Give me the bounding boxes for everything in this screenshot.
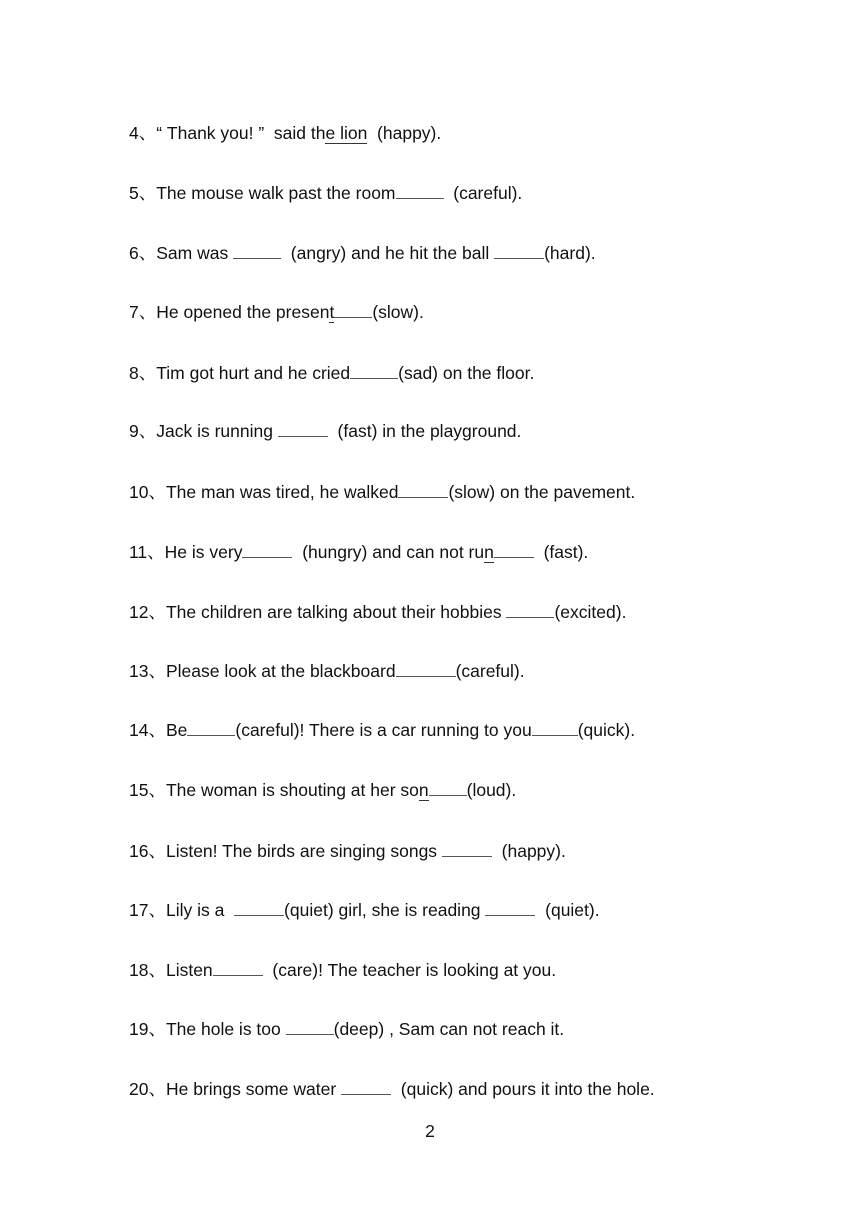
question-text: (slow). bbox=[372, 302, 424, 322]
underlined-letter: n bbox=[484, 542, 494, 562]
question-text: (careful). bbox=[455, 661, 525, 681]
question-text: “ Thank you! ” said th bbox=[156, 123, 326, 143]
question-text: (quick) and pours it into the hole. bbox=[391, 1079, 655, 1099]
question-text: The hole is too bbox=[165, 1019, 286, 1039]
question-text: Listen bbox=[165, 960, 213, 980]
question-number: 7、 bbox=[129, 302, 157, 322]
question-19 bbox=[129, 1017, 564, 1041]
question-6 bbox=[129, 241, 596, 265]
answer-blank[interactable] bbox=[278, 420, 328, 437]
question-text: (excited). bbox=[554, 602, 627, 622]
page-number: 2 bbox=[425, 1121, 435, 1141]
question-text: The man was tired, he walked bbox=[165, 482, 399, 502]
answer-blank[interactable] bbox=[187, 719, 235, 736]
question-text: (quiet). bbox=[535, 900, 600, 920]
question-11 bbox=[129, 540, 588, 564]
answer-blank[interactable] bbox=[286, 1018, 334, 1035]
answer-blank[interactable] bbox=[233, 242, 281, 259]
question-text: (hungry) and can not ru bbox=[292, 542, 485, 562]
question-4 bbox=[129, 121, 441, 145]
answer-blank[interactable] bbox=[532, 719, 578, 736]
answer-blank[interactable] bbox=[234, 899, 284, 916]
question-text: Tim got hurt and he cried bbox=[156, 363, 351, 383]
question-text: (quick). bbox=[577, 720, 636, 740]
question-number: 9、 bbox=[129, 421, 157, 441]
question-number: 5、 bbox=[129, 183, 157, 203]
answer-blank[interactable] bbox=[242, 541, 292, 558]
question-text: (loud). bbox=[466, 780, 517, 800]
question-text: (slow) on the pavement. bbox=[448, 482, 636, 502]
question-text: The mouse walk past the room bbox=[156, 183, 396, 203]
question-5 bbox=[129, 181, 522, 205]
question-text: (hard). bbox=[544, 243, 596, 263]
question-text: (angry) and he hit the ball bbox=[281, 243, 495, 263]
underlined-word: e lion bbox=[325, 123, 368, 143]
question-text: Be bbox=[165, 720, 188, 740]
question-text: He opened the presen bbox=[156, 302, 330, 322]
answer-blank[interactable] bbox=[350, 362, 398, 379]
question-text: (sad) on the floor. bbox=[398, 363, 535, 383]
question-12 bbox=[129, 600, 626, 624]
question-number: 17、 bbox=[129, 900, 166, 920]
question-number: 8、 bbox=[129, 363, 157, 383]
answer-blank[interactable] bbox=[485, 899, 535, 916]
question-text: (deep) , Sam can not reach it. bbox=[333, 1019, 565, 1039]
question-number: 12、 bbox=[129, 602, 166, 622]
question-number: 19、 bbox=[129, 1019, 166, 1039]
question-16 bbox=[129, 839, 566, 863]
question-17 bbox=[129, 898, 600, 922]
question-10 bbox=[129, 480, 635, 504]
underlined-letter: n bbox=[418, 780, 429, 800]
answer-blank[interactable] bbox=[494, 242, 544, 259]
question-text: Sam was bbox=[156, 243, 234, 263]
question-15 bbox=[129, 778, 516, 802]
question-text: Please look at the blackboard bbox=[165, 661, 396, 681]
question-number: 13、 bbox=[129, 661, 166, 681]
question-20 bbox=[129, 1077, 655, 1101]
question-14 bbox=[129, 718, 635, 742]
question-text: He brings some water bbox=[165, 1079, 342, 1099]
question-number: 20、 bbox=[129, 1079, 166, 1099]
question-text: The children are talking about their hobbies bbox=[165, 602, 507, 622]
question-text: (fast) in the playground. bbox=[327, 421, 522, 441]
question-text: The woman is shouting at her so bbox=[165, 780, 419, 800]
question-text: (careful)! There is a car running to you bbox=[235, 720, 532, 740]
question-text: (happy). bbox=[367, 123, 442, 143]
question-number: 15、 bbox=[129, 780, 166, 800]
answer-blank[interactable] bbox=[341, 1078, 391, 1095]
question-13 bbox=[129, 659, 525, 683]
answer-blank[interactable] bbox=[506, 601, 554, 618]
question-9 bbox=[129, 419, 521, 443]
answer-blank[interactable] bbox=[334, 301, 372, 318]
question-text: (careful). bbox=[443, 183, 523, 203]
answer-blank[interactable] bbox=[213, 959, 263, 976]
question-7 bbox=[129, 300, 424, 324]
question-number: 16、 bbox=[129, 841, 166, 861]
question-number: 4、 bbox=[129, 123, 157, 143]
question-text: Listen! The birds are singing songs bbox=[165, 841, 442, 861]
question-number: 14、 bbox=[129, 720, 166, 740]
question-8 bbox=[129, 361, 534, 385]
underlined-letter: t bbox=[329, 302, 335, 322]
question-text: (care)! The teacher is looking at you. bbox=[262, 960, 557, 980]
answer-blank[interactable] bbox=[494, 541, 534, 558]
answer-blank[interactable] bbox=[442, 840, 492, 857]
answer-blank[interactable] bbox=[396, 182, 444, 199]
question-text: He is very bbox=[164, 542, 243, 562]
question-number: 6、 bbox=[129, 243, 157, 263]
question-text: (happy). bbox=[491, 841, 566, 861]
question-text: (fast). bbox=[533, 542, 589, 562]
question-number: 18、 bbox=[129, 960, 166, 980]
question-text: Lily is a bbox=[165, 900, 235, 920]
question-text: (quiet) girl, she is reading bbox=[284, 900, 486, 920]
question-18 bbox=[129, 958, 556, 982]
question-number: 10、 bbox=[129, 482, 166, 502]
answer-blank[interactable] bbox=[396, 660, 456, 677]
answer-blank[interactable] bbox=[398, 481, 448, 498]
question-text: Jack is running bbox=[156, 421, 278, 441]
question-number: 11、 bbox=[129, 542, 165, 562]
answer-blank[interactable] bbox=[429, 779, 467, 796]
